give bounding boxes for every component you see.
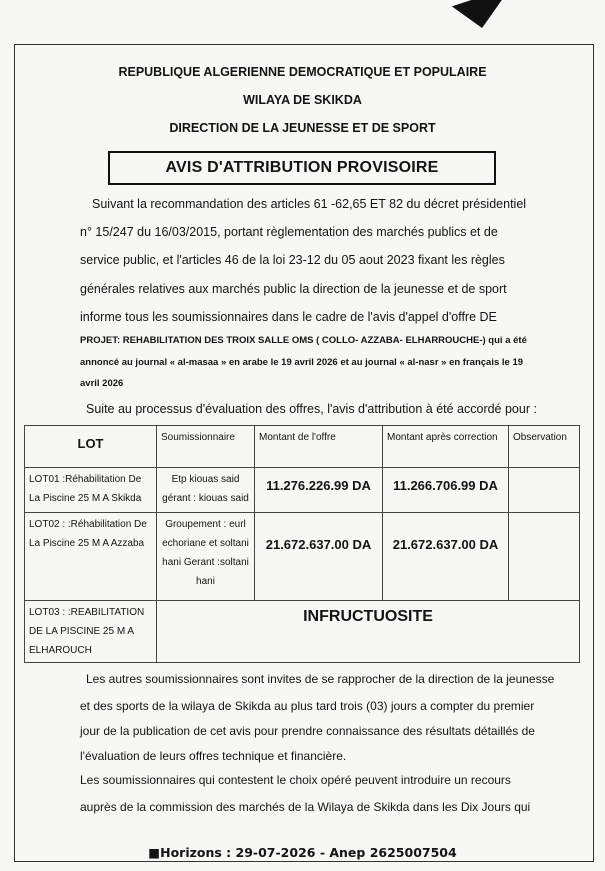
soumissionnaire-cell: Etp kiouas said gérant : kiouas said: [157, 468, 255, 513]
lot-cell: LOT01 :Réhabilitation De La Piscine 25 M A Skikda: [25, 468, 157, 513]
table-row: [25, 468, 580, 513]
publication-footer: ■Horizons : 29-07-2026 - Anep 2625007504: [148, 845, 457, 860]
infructuosite-cell: INFRUCTUOSITE: [157, 601, 580, 663]
table-row: [25, 513, 580, 601]
header-observation: Observation: [509, 426, 580, 468]
notice-title: AVIS D'ATTRIBUTION PROVISOIRE: [108, 151, 496, 185]
apres-cell: 21.672.637.00 DA: [383, 513, 509, 601]
header-montant-correction: Montant après correction: [383, 426, 509, 468]
attribution-table: [24, 425, 580, 663]
body-line-small: PROJET: REHABILITATION DES TROIX SALLE OMS ( COLLO- AZZABA- ELHARROUCHE-) qui a été: [80, 335, 527, 346]
observation-cell: [509, 513, 580, 601]
soumissionnaire-cell: Groupement : eurl echoriane et soltani hani Gerant :soltani hani: [157, 513, 255, 601]
header-montant-offre: Montant de l'offre: [255, 426, 383, 468]
closing-line: l'évaluation de leurs offres technique et financière.: [80, 749, 347, 763]
body-line-small: annoncé au journal « al-masaa » en arabe le 19 avril 2026 et au journal « al-nasr » en français le 19: [80, 357, 524, 368]
header-lot: LOT: [25, 426, 157, 468]
offre-cell: 21.672.637.00 DA: [255, 513, 383, 601]
table-row: [25, 601, 580, 663]
closing-line: et des sports de la wilaya de Skikda au plus tard trois (03) jours a compter du premier: [80, 699, 535, 713]
observation-cell: [509, 468, 580, 513]
header-direction: DIRECTION DE LA JEUNESSE ET DE SPORT: [169, 121, 436, 135]
header-wilaya: WILAYA DE SKIKDA: [243, 93, 362, 107]
closing-line: Les autres soumissionnaires sont invites de se rapprocher de la direction de la jeunesse: [86, 672, 555, 686]
body-line: service public, et l'articles 46 de la loi 23-12 du 05 aout 2023 fixant les règles: [80, 253, 505, 267]
corner-mark: [452, 0, 520, 35]
table-header-row: [25, 426, 580, 468]
body-line: n° 15/247 du 16/03/2015, portant règlementation des marchés publics et de: [80, 225, 498, 239]
header-soumissionnaire: Soumissionnaire: [157, 426, 255, 468]
body-line: Suivant la recommandation des articles 61 -62,65 ET 82 du décret présidentiel: [92, 197, 527, 211]
closing-line: auprès de la commission des marchés de la Wilaya de Skikda dans les Dix Jours qui: [80, 800, 531, 814]
closing-line: Les soumissionnaires qui contestent le choix opéré peuvent introduire un recours: [80, 773, 511, 787]
apres-cell: 11.266.706.99 DA: [383, 468, 509, 513]
header-republic: REPUBLIQUE ALGERIENNE DEMOCRATIQUE ET POPULAIRE: [118, 65, 487, 79]
body-line: générales relatives aux marchés public la direction de la jeunesse et de sport: [80, 282, 507, 296]
body-line: informe tous les soumissionnaires dans le cadre de l'avis d'appel d'offre DE: [80, 310, 497, 324]
body-line-small: avril 2026: [80, 378, 124, 389]
offre-cell: 11.276.226.99 DA: [255, 468, 383, 513]
closing-line: jour de la publication de cet avis pour prendre connaissance des résultats détaillés de: [80, 724, 535, 738]
lot-cell: LOT03 : :REABILITATION DE LA PISCINE 25 M A ELHAROUCH: [25, 601, 157, 663]
lot-cell: LOT02 : :Réhabilitation De La Piscine 25 M A Azzaba: [25, 513, 157, 601]
body-line: Suite au processus d'évaluation des offres, l'avis d'attribution à été accordé pour :: [86, 402, 537, 416]
